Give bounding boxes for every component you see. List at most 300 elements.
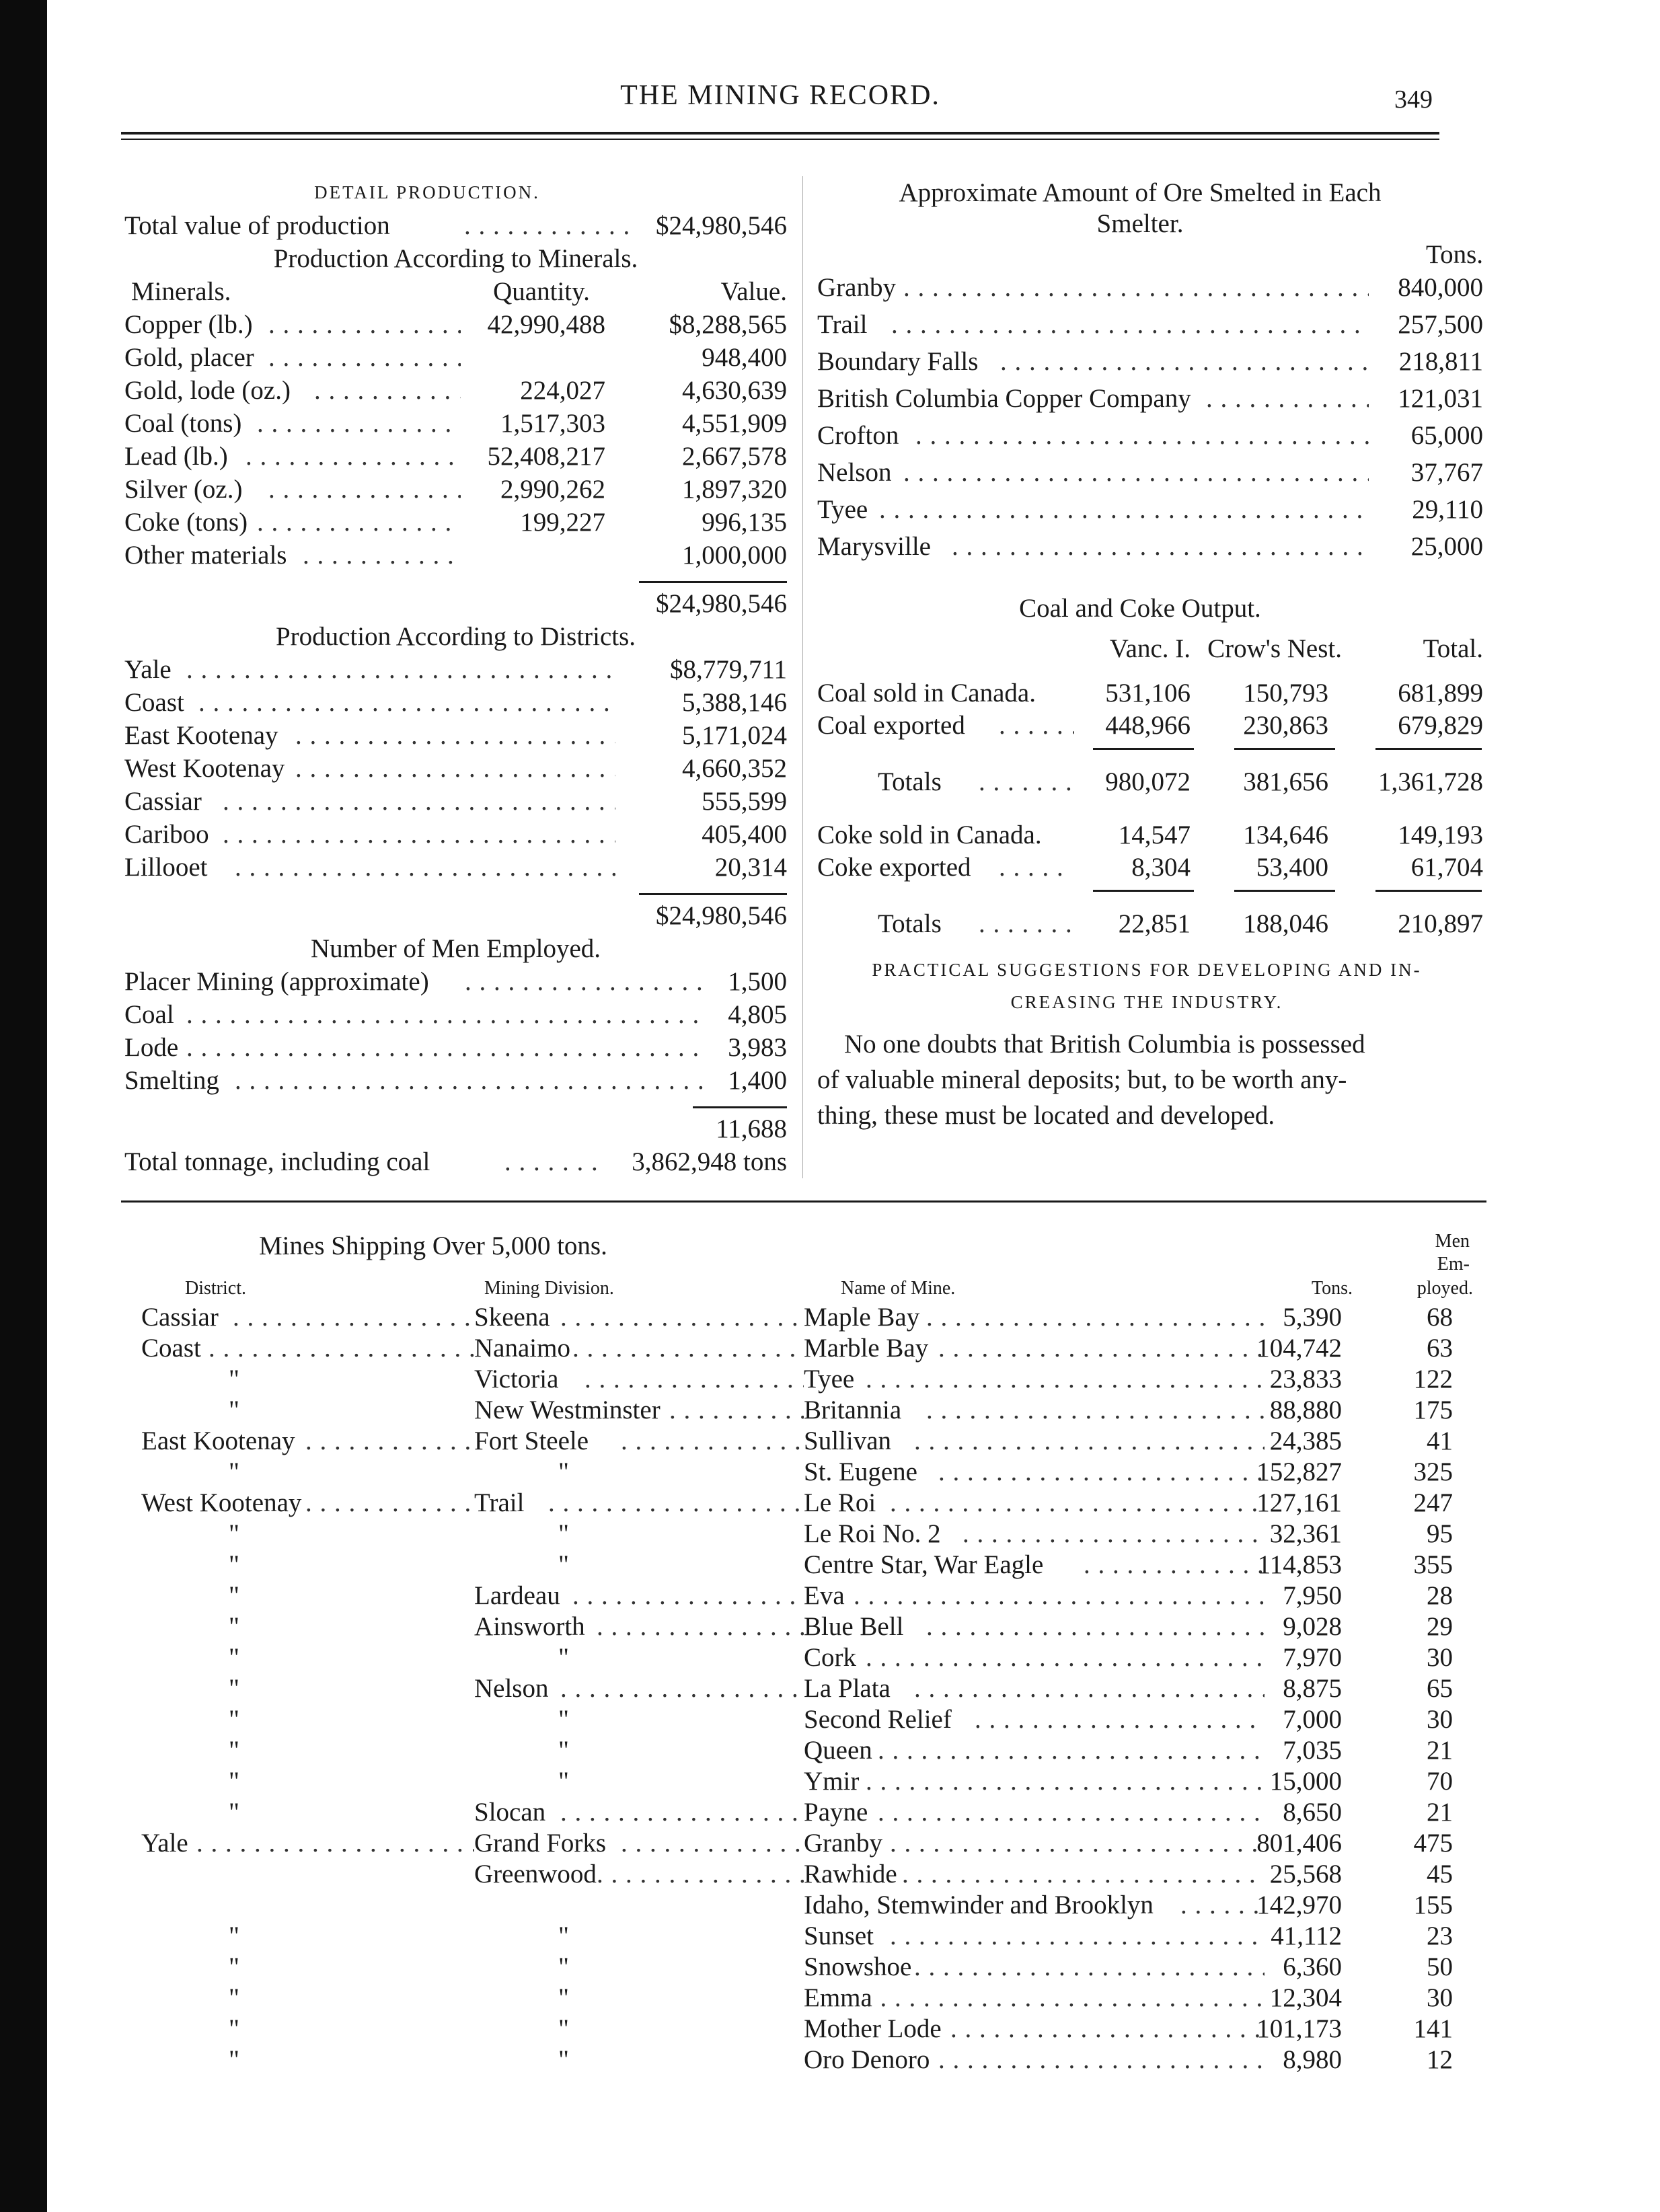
tonnage-value: 3,862,948 tons [632, 1147, 787, 1176]
mine-tons: 8,650 [1283, 1798, 1342, 1827]
mine-tons: 9,028 [1283, 1612, 1342, 1641]
mine-men: 247 [1413, 1488, 1453, 1517]
mine-row [121, 1735, 1473, 1766]
mine-division: Lardeau [474, 1581, 560, 1610]
men-total-row [124, 1112, 787, 1145]
men-row [124, 998, 787, 1031]
mine-row [121, 1797, 1473, 1828]
dot-leader [938, 1333, 1265, 1364]
men-category: Smelting [124, 1066, 219, 1095]
coke-row-vanc: 14,547 [1118, 821, 1191, 849]
district-value: $8,779,711 [669, 655, 787, 684]
district-value: 4,660,352 [682, 754, 787, 783]
coal-row-label: Coal exported [817, 711, 965, 740]
coke-row-total: 149,193 [1398, 821, 1483, 849]
mine-tons: 801,406 [1256, 1829, 1342, 1858]
dot-leader [1206, 380, 1369, 417]
mine-row [121, 1859, 1473, 1890]
para-line-3: thing, these must be located and developed. [817, 1101, 1275, 1130]
tonnage-label: Total tonnage, including coal [124, 1147, 430, 1176]
smelter-tons: 121,031 [1398, 384, 1483, 413]
header-rule-thin [121, 139, 1439, 140]
mine-men: 29 [1427, 1612, 1453, 1641]
mine-name: Rawhide [804, 1860, 897, 1889]
dot-leader [305, 1488, 474, 1519]
dot-leader [975, 1704, 1265, 1735]
district-value: 5,171,024 [682, 721, 787, 750]
dot-leader [890, 1921, 1265, 1952]
smelter-column [817, 176, 1483, 1133]
mine-name: Queen [804, 1736, 872, 1765]
mineral-value: 996,135 [702, 508, 787, 537]
para-line-1: No one doubts that British Columbia is possessed [844, 1030, 1365, 1059]
smelter-tons: 29,110 [1412, 495, 1483, 524]
section-rule [121, 1200, 1486, 1203]
mine-name: Granby [804, 1829, 882, 1858]
coal-rule-crows [1234, 748, 1335, 750]
mine-tons: 12,304 [1269, 1983, 1342, 2012]
mineral-name: Coal (tons) [124, 409, 242, 438]
mine-division: " [558, 2045, 569, 2074]
col-mine: Name of Mine. [841, 1278, 956, 1299]
mine-tons: 23,833 [1269, 1365, 1342, 1394]
mine-row [121, 1457, 1473, 1488]
coke-totals-total: 210,897 [1398, 909, 1483, 938]
dot-leader [914, 1673, 1265, 1704]
dot-leader [223, 785, 615, 818]
dot-leader [198, 686, 615, 719]
coal-rule-total [1375, 748, 1482, 750]
mineral-value: 4,551,909 [682, 409, 787, 438]
mine-name: Cork [804, 1643, 856, 1672]
coal-row-crows: 150,793 [1243, 679, 1328, 708]
district-name: Coast [124, 688, 184, 717]
dot-leader [999, 709, 1074, 742]
district-row [124, 818, 787, 851]
mine-row [121, 1921, 1473, 1952]
mine-division: " [558, 1736, 569, 1765]
mine-district: " [229, 1612, 239, 1641]
col-vanc: Vanc. I. [1109, 634, 1191, 663]
dot-leader [572, 1580, 804, 1611]
mine-tons: 41,112 [1271, 1921, 1342, 1950]
suggestions-heading-1: PRACTICAL SUGGESTIONS FOR DEVELOPING AND IN- [872, 960, 1422, 980]
page-number: 349 [1394, 85, 1433, 114]
district-name: Cariboo [124, 820, 209, 849]
district-row [124, 785, 787, 818]
mine-men: 41 [1427, 1426, 1453, 1455]
district-name: Lillooet [124, 853, 208, 882]
smelter-row [817, 454, 1483, 491]
mine-division: " [558, 1550, 569, 1579]
mine-men: 155 [1413, 1891, 1453, 1919]
districts-heading: Production According to Districts. [275, 622, 636, 651]
col-division: Mining Division. [484, 1278, 614, 1299]
mine-name: Emma [804, 1983, 872, 2012]
mineral-quantity: 1,517,303 [500, 409, 605, 438]
dot-leader [999, 851, 1073, 884]
mine-row [121, 1395, 1473, 1426]
dot-leader [926, 1302, 1265, 1333]
mine-name: Le Roi [804, 1488, 876, 1517]
mine-row [121, 1302, 1473, 1333]
mine-men: 325 [1413, 1457, 1453, 1486]
dot-leader [597, 1859, 804, 1890]
men-sum-rule [693, 1106, 787, 1108]
mine-tons: 101,173 [1256, 2014, 1342, 2043]
mine-division: Victoria [474, 1365, 559, 1394]
mine-tons: 7,035 [1283, 1736, 1342, 1765]
smelter-row [817, 528, 1483, 565]
mine-name: Eva [804, 1581, 845, 1610]
mineral-name: Copper (lb.) [124, 310, 253, 339]
mine-name: Blue Bell [804, 1612, 904, 1641]
mine-row [121, 1673, 1473, 1704]
dot-leader [979, 765, 1073, 798]
coke-totals-label: Totals [878, 909, 942, 938]
dot-leader [186, 1031, 703, 1064]
coal-coke-heading: Coal and Coke Output. [1019, 594, 1261, 623]
dot-leader [914, 1952, 1265, 1983]
smelter-tons: 840,000 [1398, 273, 1483, 302]
dot-leader [572, 1333, 804, 1364]
coal-row-total: 681,899 [1398, 679, 1483, 708]
mine-division: " [558, 1643, 569, 1672]
mine-men: 70 [1427, 1767, 1453, 1796]
mine-district: " [229, 1798, 239, 1827]
dot-leader [235, 851, 615, 884]
col-total: Total. [1423, 634, 1483, 663]
coal-row-total: 679,829 [1398, 711, 1483, 740]
mine-tons: 7,000 [1283, 1705, 1342, 1734]
coal-totals-crows: 381,656 [1243, 767, 1328, 796]
smelter-tons: 65,000 [1410, 421, 1483, 450]
col-tons: Tons. [1425, 240, 1483, 269]
dot-leader [878, 1735, 1265, 1766]
header-rule [121, 132, 1439, 135]
mine-men: 21 [1427, 1798, 1453, 1827]
dot-leader [879, 491, 1369, 528]
smelter-name: Tyee [817, 495, 868, 524]
smelter-tons: 37,767 [1410, 458, 1483, 487]
col-tons-mines: Tons. [1312, 1278, 1353, 1299]
mine-name: Ymir [804, 1767, 860, 1796]
dot-leader [560, 1797, 804, 1828]
dot-leader [890, 1488, 1265, 1519]
coal-totals-row [817, 765, 1483, 798]
dot-leader [560, 1302, 804, 1333]
coke-row-label: Coke exported [817, 853, 971, 882]
coal-totals-label: Totals [878, 767, 942, 796]
mine-name: Maple Bay [804, 1303, 920, 1332]
men-row [124, 1031, 787, 1064]
coal-rule-vanc [1093, 748, 1194, 750]
mineral-row [124, 374, 787, 407]
smelter-heading-1: Approximate Amount of Ore Smelted in Each [899, 178, 1382, 207]
dot-leader [915, 417, 1369, 454]
mine-district: East Kootenay [141, 1426, 295, 1455]
mine-row [121, 2045, 1473, 2075]
dot-leader [669, 1395, 804, 1426]
dot-leader [903, 269, 1369, 306]
mine-name: La Plata [804, 1674, 891, 1703]
mine-tons: 7,970 [1283, 1643, 1342, 1672]
smelter-name: Boundary Falls [817, 347, 979, 376]
mines-heading: Mines Shipping Over 5,000 tons. [259, 1231, 607, 1260]
district-name: Yale [124, 655, 172, 684]
mine-name: Idaho, Stemwinder and Brooklyn [804, 1891, 1154, 1919]
coke-row-label: Coke sold in Canada. [817, 821, 1042, 849]
mine-row [121, 1426, 1473, 1457]
coke-row [817, 818, 1483, 851]
mine-division: " [558, 1952, 569, 1981]
mine-district: West Kootenay [141, 1488, 302, 1517]
mineral-quantity: 199,227 [520, 508, 605, 537]
dot-leader [621, 1426, 804, 1457]
district-row [124, 653, 787, 686]
mineral-quantity: 224,027 [520, 376, 605, 405]
men-table [124, 965, 787, 1097]
districts-sum-rule [639, 893, 787, 895]
coal-row-vanc: 448,966 [1105, 711, 1191, 740]
districts-total-row [124, 899, 787, 932]
mine-men: 141 [1413, 2014, 1453, 2043]
coal-row-vanc: 531,106 [1105, 679, 1191, 708]
dot-leader [903, 454, 1369, 491]
dot-leader [950, 2014, 1265, 2045]
mine-tons: 8,980 [1283, 2045, 1342, 2074]
scan-binding-edge [0, 0, 47, 2212]
dot-leader [235, 1064, 703, 1097]
mine-tons: 88,880 [1269, 1396, 1342, 1424]
mine-division: " [558, 1705, 569, 1734]
col-crows: Crow's Nest. [1207, 634, 1342, 663]
para-line-2: of valuable mineral deposits; but, to be worth any- [817, 1065, 1347, 1094]
mine-division: New Westminster [474, 1396, 661, 1424]
mineral-name: Gold, placer [124, 343, 254, 372]
mine-row [121, 1983, 1473, 2014]
smelter-row [817, 306, 1483, 343]
mineral-value: 1,000,000 [682, 541, 787, 570]
dot-leader [890, 1828, 1265, 1859]
smelter-name: Marysville [817, 532, 931, 561]
mine-name: Marble Bay [804, 1334, 929, 1363]
mine-tons: 7,950 [1283, 1581, 1342, 1610]
mine-men: 12 [1427, 2045, 1453, 2074]
mine-name: Britannia [804, 1396, 902, 1424]
dot-leader [186, 653, 615, 686]
dot-leader [268, 341, 461, 374]
dot-leader [303, 539, 461, 572]
dot-leader [246, 440, 461, 473]
dot-leader [560, 1673, 804, 1704]
mine-district: " [229, 1550, 239, 1579]
men-row [124, 965, 787, 998]
mineral-name: Silver (oz.) [124, 475, 243, 504]
coke-row [817, 851, 1483, 883]
detail-production-column [124, 176, 787, 1178]
dot-leader [268, 473, 461, 506]
mine-district: Coast [141, 1334, 201, 1363]
coke-rule-total [1375, 890, 1482, 892]
total-value: $24,980,546 [656, 211, 787, 240]
mine-district: " [229, 1581, 239, 1610]
col-men-2: Em- [1437, 1254, 1470, 1274]
smelter-name: Trail [817, 310, 868, 339]
district-value: 555,599 [702, 787, 787, 816]
mine-name: Tyee [804, 1365, 855, 1394]
smelter-name: Granby [817, 273, 896, 302]
districts-table [124, 653, 787, 884]
mine-men: 95 [1427, 1519, 1453, 1548]
dot-leader [196, 1828, 474, 1859]
mineral-row [124, 473, 787, 506]
dot-leader [866, 1983, 1265, 2014]
mine-row [121, 1828, 1473, 1859]
mine-men: 28 [1427, 1581, 1453, 1610]
mine-division: Slocan [474, 1798, 546, 1827]
mine-tons: 32,361 [1269, 1519, 1342, 1548]
dot-leader [1084, 1550, 1265, 1580]
col-men-1: Men [1435, 1231, 1470, 1252]
dot-leader [584, 1364, 804, 1395]
dot-leader [209, 1333, 474, 1364]
total-value-row [124, 209, 787, 242]
dot-leader [866, 1642, 1265, 1673]
dot-leader [938, 2045, 1265, 2075]
minerals-total-row [124, 587, 787, 620]
dot-leader [314, 374, 461, 407]
dot-leader [223, 818, 615, 851]
mineral-value: $8,288,565 [669, 310, 787, 339]
coke-rule-crows [1234, 890, 1335, 892]
coal-totals-vanc: 980,072 [1105, 767, 1191, 796]
men-category: Lode [124, 1033, 179, 1062]
district-row [124, 752, 787, 785]
district-name: Cassiar [124, 787, 202, 816]
mine-district: " [229, 1952, 239, 1981]
mine-men: 63 [1427, 1334, 1453, 1363]
men-value: 1,500 [728, 967, 787, 996]
col-district: District. [185, 1278, 246, 1299]
mineral-row [124, 308, 787, 341]
smelter-tons: 218,811 [1398, 347, 1483, 376]
dot-leader [548, 1488, 804, 1519]
district-value: 5,388,146 [682, 688, 787, 717]
smelter-name: Nelson [817, 458, 892, 487]
district-name: East Kootenay [124, 721, 278, 750]
mine-tons: 15,000 [1269, 1767, 1342, 1796]
mine-row [121, 1642, 1473, 1673]
smelter-row [817, 269, 1483, 306]
mineral-value: 4,630,639 [682, 376, 787, 405]
smelter-tons: 25,000 [1410, 532, 1483, 561]
dot-leader [465, 965, 703, 998]
dot-leader [891, 306, 1369, 343]
dot-leader [854, 1580, 1265, 1611]
journal-title: THE MINING RECORD. [620, 80, 940, 111]
mine-men: 122 [1413, 1365, 1453, 1394]
minerals-table [124, 308, 787, 572]
coke-row-crows: 53,400 [1256, 853, 1328, 882]
dot-leader [963, 1519, 1265, 1550]
smelter-row [817, 417, 1483, 454]
mine-district: " [229, 1365, 239, 1394]
mineral-value: 2,667,578 [682, 442, 787, 471]
col-quantity: Quantity. [493, 277, 590, 306]
men-value: 4,805 [728, 1000, 787, 1029]
coal-row-crows: 230,863 [1243, 711, 1328, 740]
mine-tons: 5,390 [1283, 1303, 1342, 1332]
mine-division: " [558, 1983, 569, 2012]
mine-district: Cassiar [141, 1303, 219, 1332]
coal-col-headers [817, 632, 1483, 673]
dot-leader [295, 752, 615, 785]
minerals-column-headers [124, 275, 787, 308]
smelter-row [817, 380, 1483, 417]
mine-men: 30 [1427, 1643, 1453, 1672]
dot-leader [1180, 1890, 1265, 1921]
dot-leader [305, 1426, 474, 1457]
coal-row [817, 709, 1483, 741]
mine-tons: 104,742 [1256, 1334, 1342, 1363]
district-value: 405,400 [702, 820, 787, 849]
mine-tons: 8,875 [1283, 1674, 1342, 1703]
dot-leader [938, 1457, 1265, 1488]
mineral-name: Lead (lb.) [124, 442, 228, 471]
mine-row [121, 1890, 1473, 1921]
district-value: 20,314 [714, 853, 787, 882]
district-row [124, 719, 787, 752]
mine-name: Payne [804, 1798, 868, 1827]
coal-table [817, 677, 1483, 741]
col-minerals: Minerals. [131, 277, 231, 306]
mine-tons: 127,161 [1256, 1488, 1342, 1517]
coke-totals-row [817, 907, 1483, 940]
mine-district: " [229, 1674, 239, 1703]
smelter-row [817, 491, 1483, 528]
tonnage-row [124, 1145, 787, 1178]
mine-district: " [229, 1457, 239, 1486]
mineral-quantity: 52,408,217 [487, 442, 605, 471]
mineral-name: Gold, lode (oz.) [124, 376, 291, 405]
mine-division: " [558, 2014, 569, 2043]
minerals-heading: Production According to Minerals. [273, 244, 638, 273]
minerals-sum-rule [639, 581, 787, 583]
mine-row [121, 2014, 1473, 2045]
smelter-table [817, 269, 1483, 565]
mineral-row [124, 506, 787, 539]
mineral-quantity: 2,990,262 [500, 475, 605, 504]
mine-name: Oro Denoro [804, 2045, 930, 2074]
mine-men: 21 [1427, 1736, 1453, 1765]
mineral-name: Other materials [124, 541, 287, 570]
mine-men: 68 [1427, 1303, 1453, 1332]
district-row [124, 686, 787, 719]
coke-table [817, 818, 1483, 883]
men-value: 1,400 [728, 1066, 787, 1095]
coal-totals-total: 1,361,728 [1378, 767, 1483, 796]
mine-division: Nelson [474, 1674, 549, 1703]
mine-tons: 142,970 [1256, 1891, 1342, 1919]
mine-district: " [229, 1736, 239, 1765]
mine-district: " [229, 1396, 239, 1424]
coke-row-vanc: 8,304 [1131, 853, 1191, 882]
mine-district: " [229, 1643, 239, 1672]
mine-name: Centre Star, War Eagle [804, 1550, 1044, 1579]
men-total: 11,688 [716, 1114, 787, 1143]
mine-men: 355 [1413, 1550, 1453, 1579]
